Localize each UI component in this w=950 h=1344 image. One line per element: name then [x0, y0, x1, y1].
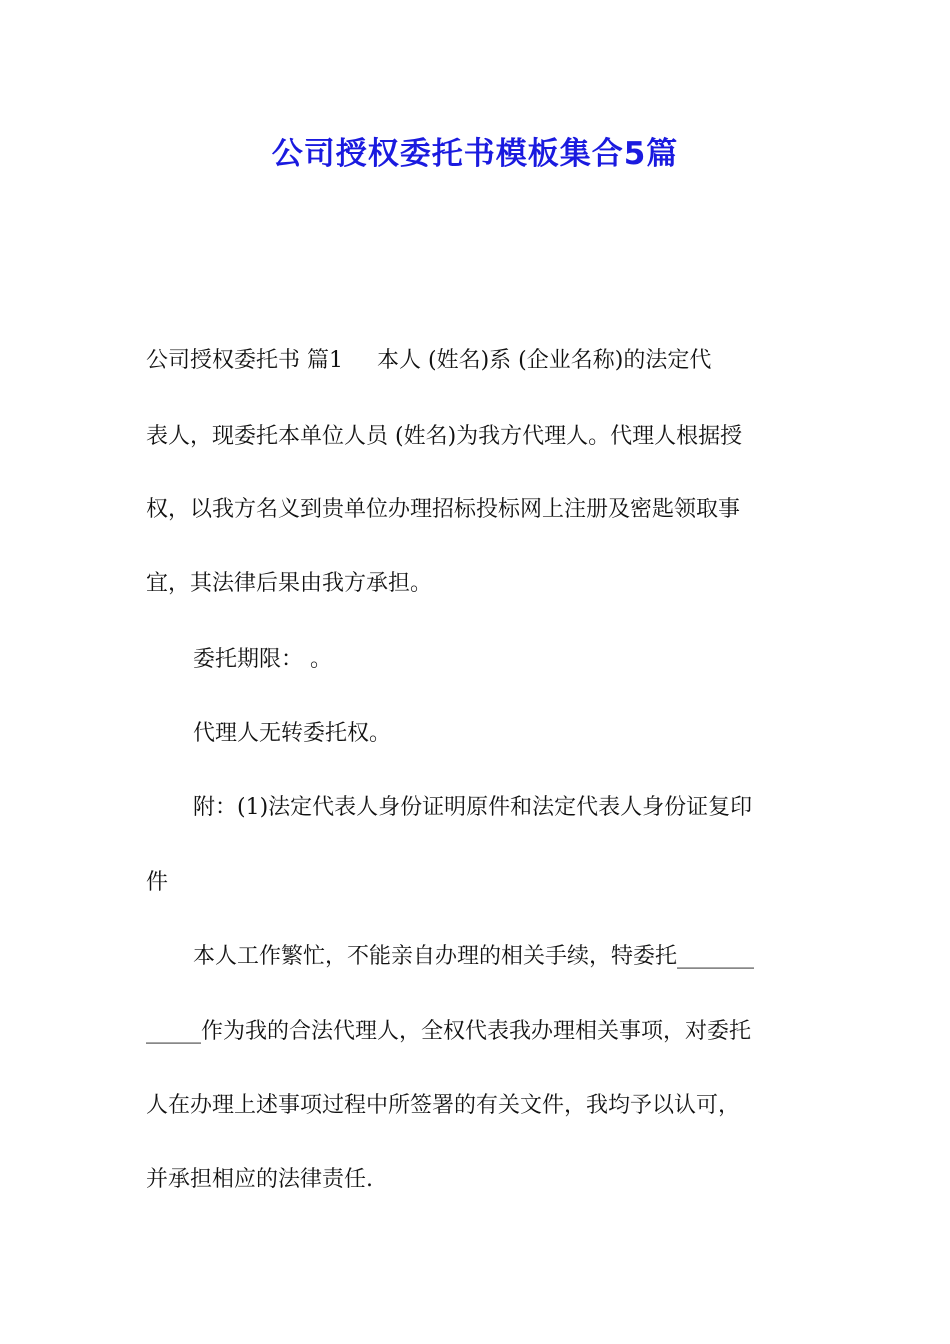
- paragraph-line: 件: [146, 870, 169, 895]
- document-title: 公司授权委托书模板集合5篇: [271, 136, 679, 172]
- paragraph-line: 代理人无转委托权。: [193, 721, 392, 746]
- paragraph-line: 权，以我方名义到贵单位办理招标投标网上注册及密匙领取事: [146, 497, 741, 522]
- paragraph-line: [146, 341, 816, 381]
- paragraph-line: 附：(1)法定代表人身份证明原件和法定代表人身份证复印: [193, 795, 753, 820]
- paragraph-line: 宜，其法律后果由我方承担。: [146, 571, 433, 596]
- section-heading: 公司授权委托书 篇1: [146, 348, 343, 373]
- paragraph-line: 表人，现委托本单位人员 (姓名)为我方代理人。代理人根据授: [146, 424, 743, 449]
- paragraph-line: 并承担相应的法律责任.: [146, 1167, 373, 1192]
- paragraph-line: _____作为我的合法代理人，全权代表我办理相关事项，对委托: [146, 1019, 752, 1044]
- paragraph-line: 人在办理上述事项过程中所签署的有关文件，我均予以认可，: [146, 1093, 741, 1118]
- paragraph-line: 本人工作繁忙，不能亲自办理的相关手续，特委托_______: [193, 944, 755, 969]
- paragraph-text: 本人 (姓名)系 (企业名称)的法定代: [377, 348, 712, 373]
- paragraph-line: 委托期限： 。: [193, 647, 332, 672]
